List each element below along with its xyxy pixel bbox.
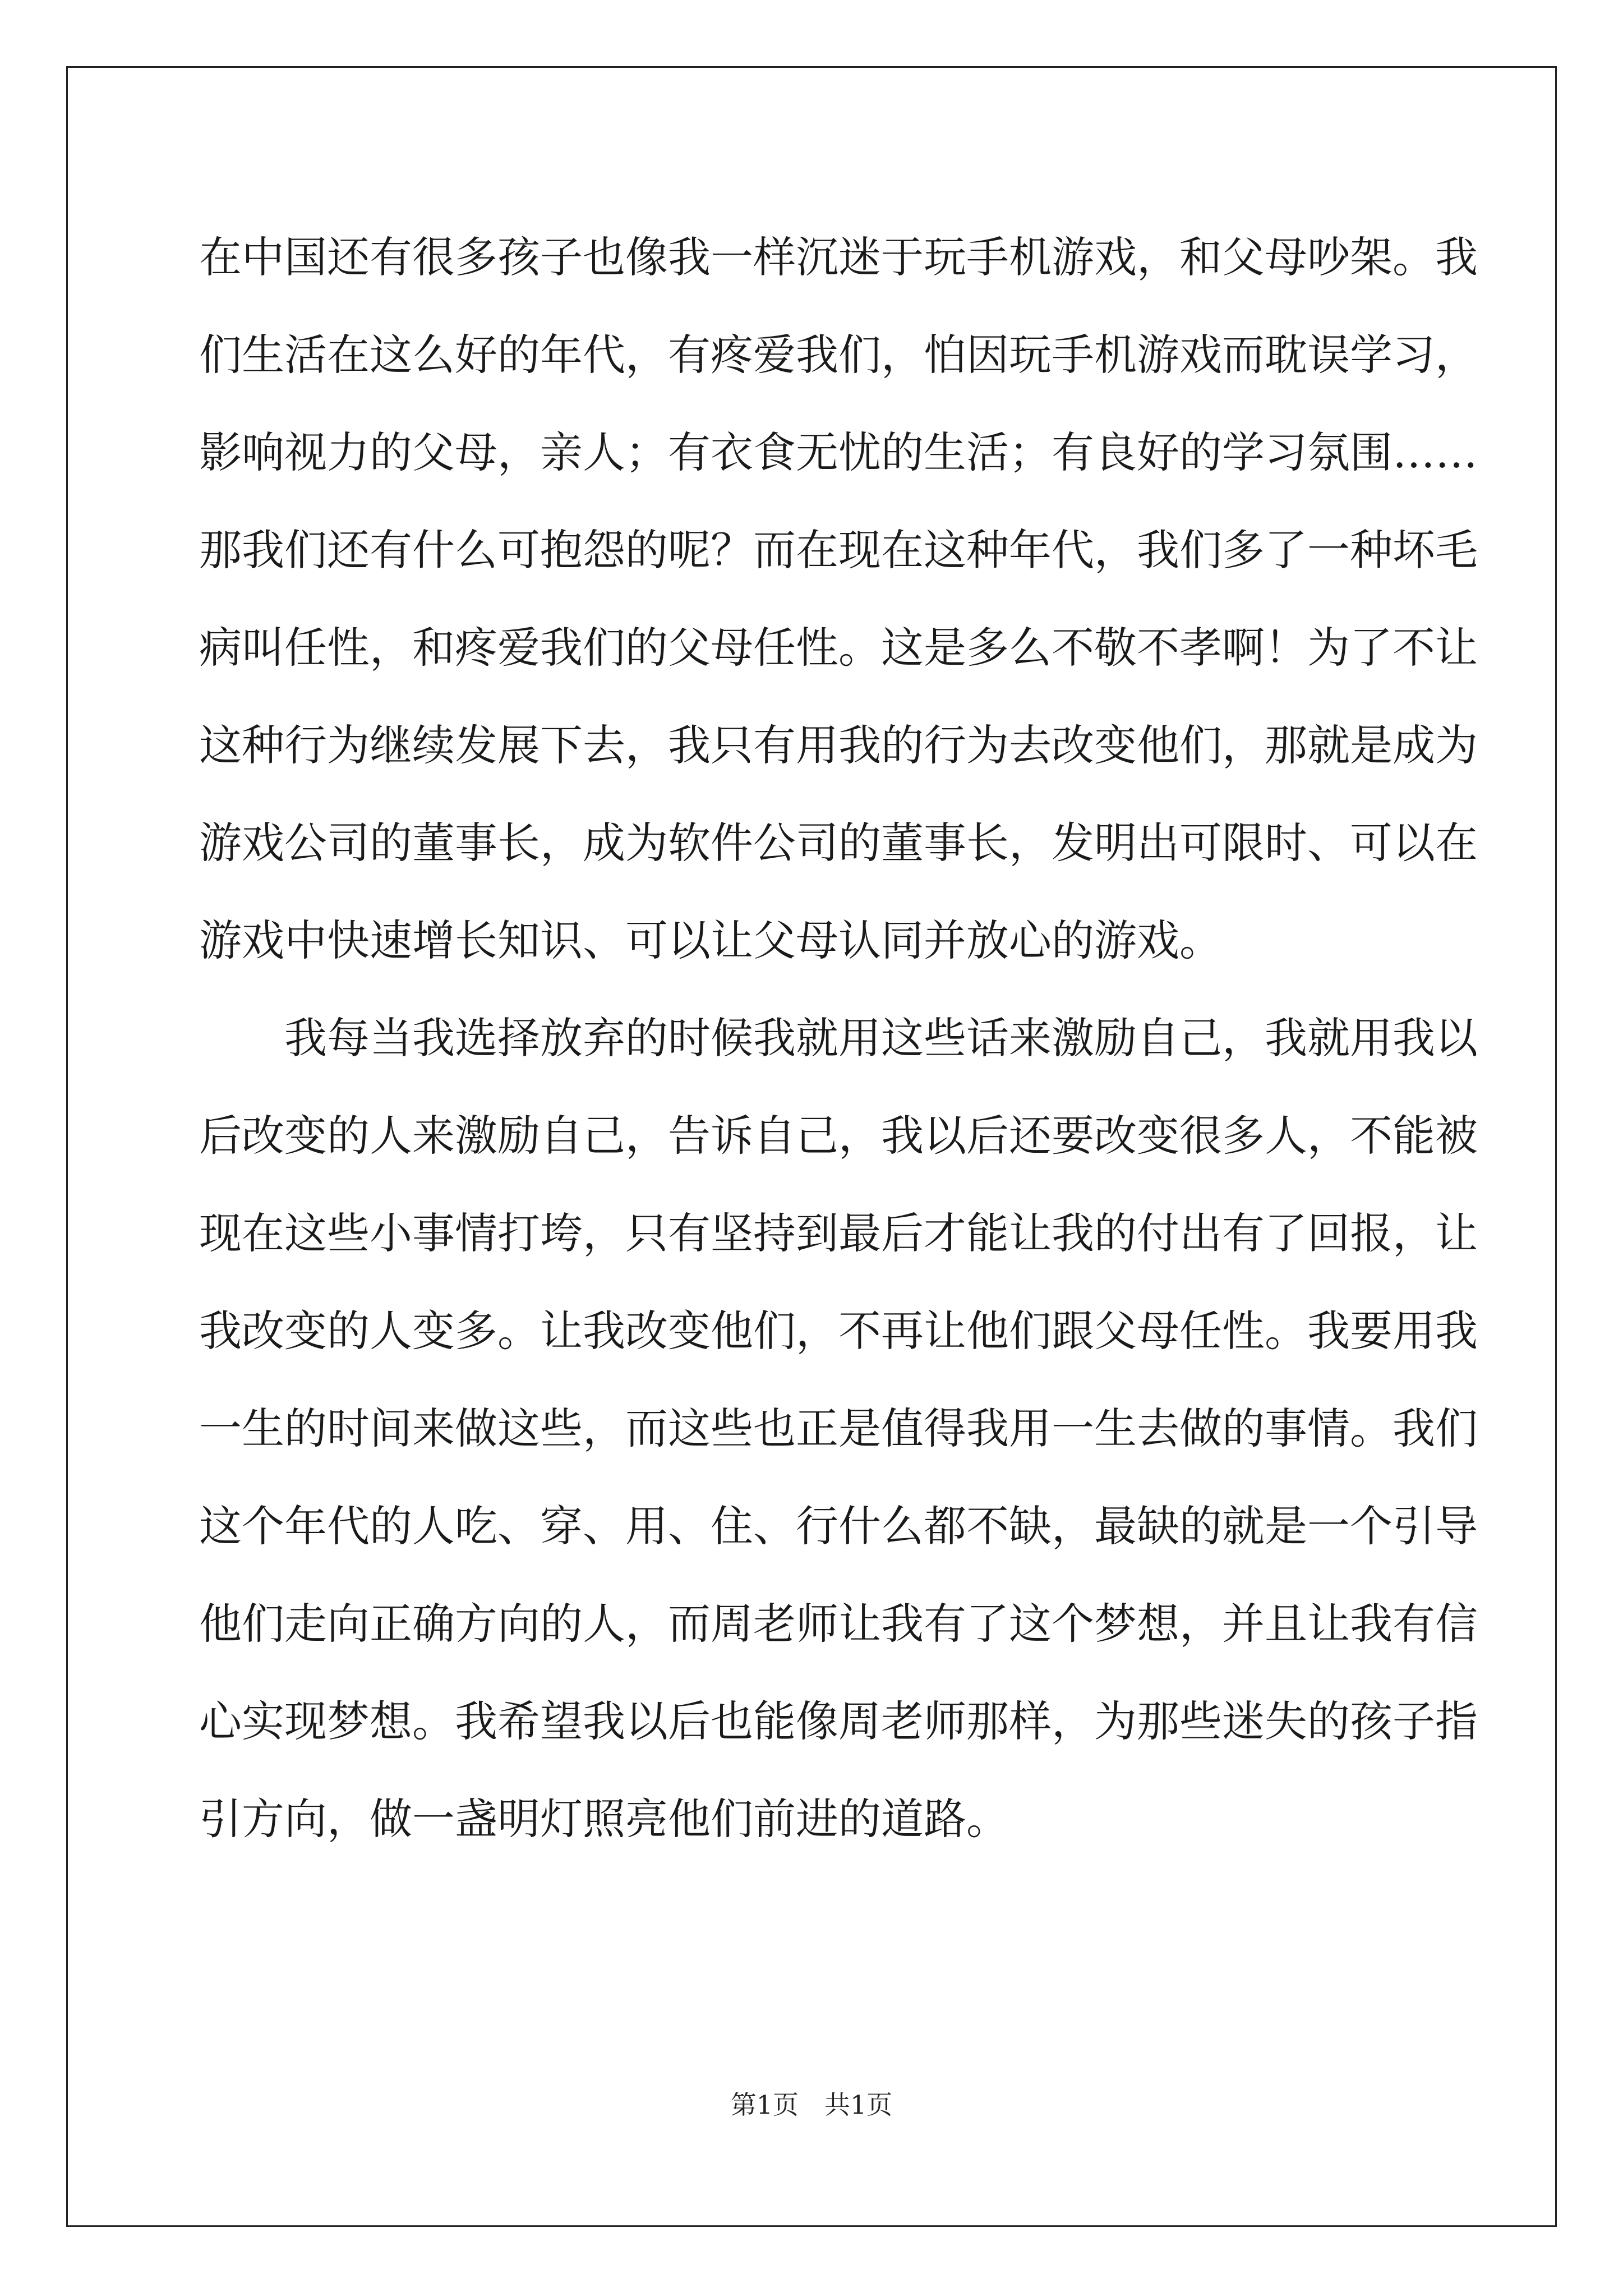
paragraph-2-line-5: 一生的时间来做这些，而这些也正是值得我用一生去做的事情。我们	[199, 1404, 1478, 1453]
document-body	[199, 209, 1478, 1868]
page-number-current: 第1页	[730, 2090, 799, 2120]
paragraph-2-line-3: 现在这些小事情打垮，只有坚持到最后才能让我的付出有了回报，让	[199, 1208, 1478, 1258]
paragraph-2-line-4: 我改变的人变多。让我改变他们，不再让他们跟父母任性。我要用我	[199, 1306, 1478, 1356]
page-number-total: 共1页	[824, 2090, 893, 2120]
paragraph-1-line-7: 游戏公司的董事长，成为软件公司的董事长，发明出可限时、可以在	[199, 818, 1478, 868]
paragraph-1-line-1: 在中国还有很多孩子也像我一样沉迷于玩手机游戏，和父母吵架。我	[199, 232, 1478, 282]
paragraph-2-line-9: 引方向，做一盏明灯照亮他们前进的道路。	[199, 1794, 1009, 1844]
paragraph-2-line-8: 心实现梦想。我希望我以后也能像周老师那样，为那些迷失的孩子指	[199, 1696, 1478, 1746]
paragraph-1-line-4: 那我们还有什么可抱怨的呢？而在现在这种年代，我们多了一种坏毛	[199, 525, 1478, 575]
paragraph-1-line-2: 们生活在这么好的年代，有疼爱我们，怕因玩手机游戏而耽误学习，	[199, 330, 1478, 380]
paragraph-1-line-3: 影响视力的父母，亲人；有衣食无忧的生活；有良好的学习氛围……	[199, 427, 1478, 477]
paragraph-1-line-8: 游戏中快速增长知识、可以让父母认同并放心的游戏。	[199, 915, 1222, 965]
paragraph-1-line-6: 这种行为继续发展下去，我只有用我的行为去改变他们，那就是成为	[199, 720, 1478, 770]
paragraph-2-line-2: 后改变的人来激励自己，告诉自己，我以后还要改变很多人，不能被	[199, 1111, 1478, 1161]
paragraph-2-line-7: 他们走向正确方向的人，而周老师让我有了这个梦想，并且让我有信	[199, 1599, 1478, 1649]
paragraph-2-line-6: 这个年代的人吃、穿、用、住、行什么都不缺，最缺的就是一个引导	[199, 1501, 1478, 1551]
paragraph-2-line-1: 我每当我选择放弃的时候我就用这些话来激励自己，我就用我以	[284, 1013, 1478, 1063]
page-footer	[0, 2085, 1623, 2122]
paragraph-1-line-5: 病叫任性，和疼爱我们的父母任性。这是多么不敬不孝啊！为了不让	[199, 623, 1478, 673]
